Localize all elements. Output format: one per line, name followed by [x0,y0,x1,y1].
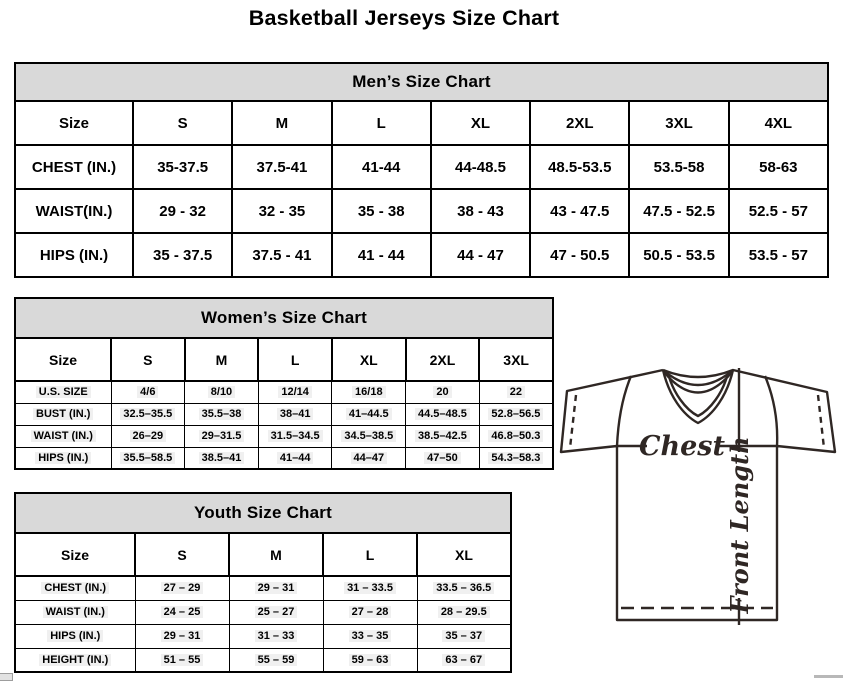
row-label [15,600,135,624]
column-header-size: Size [15,533,135,576]
table-cell [111,381,185,403]
table-cell [479,381,553,403]
table-cell [417,576,511,600]
table-cell [417,600,511,624]
column-header: M [232,101,331,145]
table-cell [229,648,323,672]
cell-value: 32.5–35.5 [120,408,175,420]
table-cell: 41-44 [332,145,431,189]
cell-value: 31 – 33 [255,630,298,642]
table-cell [323,648,417,672]
column-header: XL [417,533,511,576]
table-cell [135,624,229,648]
armhole-seam-left [617,376,631,446]
jersey-outline [561,370,835,620]
column-header: 3XL [479,338,553,381]
cell-value: 33 – 35 [349,630,392,642]
table-cell [417,648,511,672]
table-cell: 29 - 32 [133,189,232,233]
column-header: 2XL [530,101,629,145]
cuff-dash-right [818,395,824,448]
cell-value: 54.3–58.3 [488,452,543,464]
scrollbar-fragment-left [0,673,13,681]
table-row [15,600,511,624]
column-header: S [133,101,232,145]
table-row [15,381,553,403]
table-cell [323,624,417,648]
row-label [15,381,111,403]
table-cell: 44-48.5 [431,145,530,189]
row-label [15,576,135,600]
table-cell [135,600,229,624]
cell-value: 34.5–38.5 [341,430,396,442]
cell-value: 20 [433,386,451,398]
table-cell [229,600,323,624]
cell-value: 12/14 [278,386,312,398]
mens-table-title: Men’s Size Chart [15,63,828,101]
column-header: XL [332,338,406,381]
table-cell: 47 - 50.5 [530,233,629,277]
womens-size-table [14,297,554,470]
column-header: 3XL [629,101,728,145]
table-cell [111,425,185,447]
table-cell [406,447,480,469]
table-cell [479,403,553,425]
table-cell [185,425,259,447]
column-header: S [135,533,229,576]
cell-value: 35 – 37 [442,630,485,642]
cell-value: 4/6 [137,386,158,398]
table-row [15,648,511,672]
cell-value: 27 – 28 [349,606,392,618]
youth-size-table [14,492,512,673]
table-cell [332,447,406,469]
cell-value: 35.5–38 [199,408,245,420]
cell-value: 38.5–42.5 [415,430,470,442]
column-header: L [332,101,431,145]
column-header-size: Size [15,101,133,145]
table-cell [323,600,417,624]
column-header-size: Size [15,338,111,381]
table-cell [258,425,332,447]
cell-value: CHEST (IN.) [41,582,109,594]
jersey-diagram [555,358,843,630]
cell-value: 41–44 [277,452,314,464]
cell-value: HEIGHT (IN.) [39,654,111,666]
column-header: M [229,533,323,576]
table-cell: 50.5 - 53.5 [629,233,728,277]
cell-value: 26–29 [130,430,167,442]
cell-value: 52.8–56.5 [488,408,543,420]
table-cell [479,447,553,469]
cell-value: 63 – 67 [442,654,485,666]
cell-value: 8/10 [208,386,235,398]
cell-value: HIPS (IN.) [35,452,91,464]
column-header: XL [431,101,530,145]
table-cell: 35 - 37.5 [133,233,232,277]
cell-value: 38–41 [277,408,314,420]
row-label: HIPS (IN.) [15,233,133,277]
row-label: WAIST(IN.) [15,189,133,233]
table-row [15,145,828,189]
table-cell: 52.5 - 57 [729,189,828,233]
table-cell [406,403,480,425]
cell-value: U.S. SIZE [36,386,91,398]
table-cell [185,447,259,469]
armhole-seam-right [765,376,777,446]
table-cell [417,624,511,648]
table-row [15,576,511,600]
table-cell: 44 - 47 [431,233,530,277]
table-cell [111,447,185,469]
chest-label: Chest [639,431,725,462]
scrollbar-fragment-right [814,675,843,678]
cell-value: BUST (IN.) [33,408,93,420]
table-cell [406,425,480,447]
table-cell [229,624,323,648]
cell-value: 31.5–34.5 [268,430,323,442]
column-header: 2XL [406,338,480,381]
front-length-label: Front Length [725,436,754,614]
cell-value: 27 – 29 [161,582,204,594]
table-cell: 41 - 44 [332,233,431,277]
table-cell [332,403,406,425]
cell-value: 29–31.5 [199,430,245,442]
table-cell: 47.5 - 52.5 [629,189,728,233]
table-cell [479,425,553,447]
jersey-svg [555,358,843,630]
table-row [15,233,828,277]
cell-value: 29 – 31 [161,630,204,642]
column-header: L [323,533,417,576]
table-cell [185,381,259,403]
table-cell: 35-37.5 [133,145,232,189]
cell-value: 24 – 25 [161,606,204,618]
table-cell [229,576,323,600]
womens-table-title: Women’s Size Chart [15,298,553,338]
row-label: CHEST (IN.) [15,145,133,189]
cuff-dash-left [570,395,576,448]
table-cell [332,381,406,403]
table-cell [135,648,229,672]
table-row [15,447,553,469]
cell-value: 55 – 59 [255,654,298,666]
cell-value: 41–44.5 [346,408,392,420]
table-cell: 37.5-41 [232,145,331,189]
cell-value: 25 – 27 [255,606,298,618]
table-row [15,403,553,425]
cell-value: 31 – 33.5 [344,582,396,594]
cell-value: 22 [507,386,525,398]
table-cell [332,425,406,447]
cell-value: 35.5–58.5 [120,452,175,464]
cell-value: 51 – 55 [161,654,204,666]
cell-value: 46.8–50.3 [488,430,543,442]
table-cell [111,403,185,425]
row-label [15,624,135,648]
cell-value: WAIST (IN.) [31,430,96,442]
table-cell: 48.5-53.5 [530,145,629,189]
table-cell [258,381,332,403]
table-cell [258,403,332,425]
cell-value: HIPS (IN.) [47,630,103,642]
row-label [15,648,135,672]
row-label [15,425,111,447]
table-cell: 32 - 35 [232,189,331,233]
table-cell [406,381,480,403]
table-cell: 58-63 [729,145,828,189]
cell-value: 47–50 [424,452,461,464]
table-cell [323,576,417,600]
row-label [15,403,111,425]
column-header: M [185,338,259,381]
table-row [15,624,511,648]
table-cell: 37.5 - 41 [232,233,331,277]
table-cell [258,447,332,469]
table-cell [185,403,259,425]
table-cell: 53.5 - 57 [729,233,828,277]
table-row [15,425,553,447]
table-cell: 43 - 47.5 [530,189,629,233]
cell-value: 59 – 63 [349,654,392,666]
cell-value: 38.5–41 [199,452,245,464]
cell-value: 28 – 29.5 [438,606,490,618]
column-header: 4XL [729,101,828,145]
table-cell: 38 - 43 [431,189,530,233]
cell-value: 44–47 [351,452,388,464]
table-cell: 35 - 38 [332,189,431,233]
cell-value: 29 – 31 [255,582,298,594]
youth-table-title: Youth Size Chart [15,493,511,533]
page-title: Basketball Jerseys Size Chart [248,6,560,30]
cell-value: WAIST (IN.) [43,606,108,618]
cell-value: 16/18 [352,386,386,398]
cell-value: 44.5–48.5 [415,408,470,420]
table-row [15,189,828,233]
column-header: S [111,338,185,381]
table-cell [135,576,229,600]
row-label [15,447,111,469]
cell-value: 33.5 – 36.5 [433,582,494,594]
column-header: L [258,338,332,381]
table-cell: 53.5-58 [629,145,728,189]
mens-size-table [14,62,829,278]
